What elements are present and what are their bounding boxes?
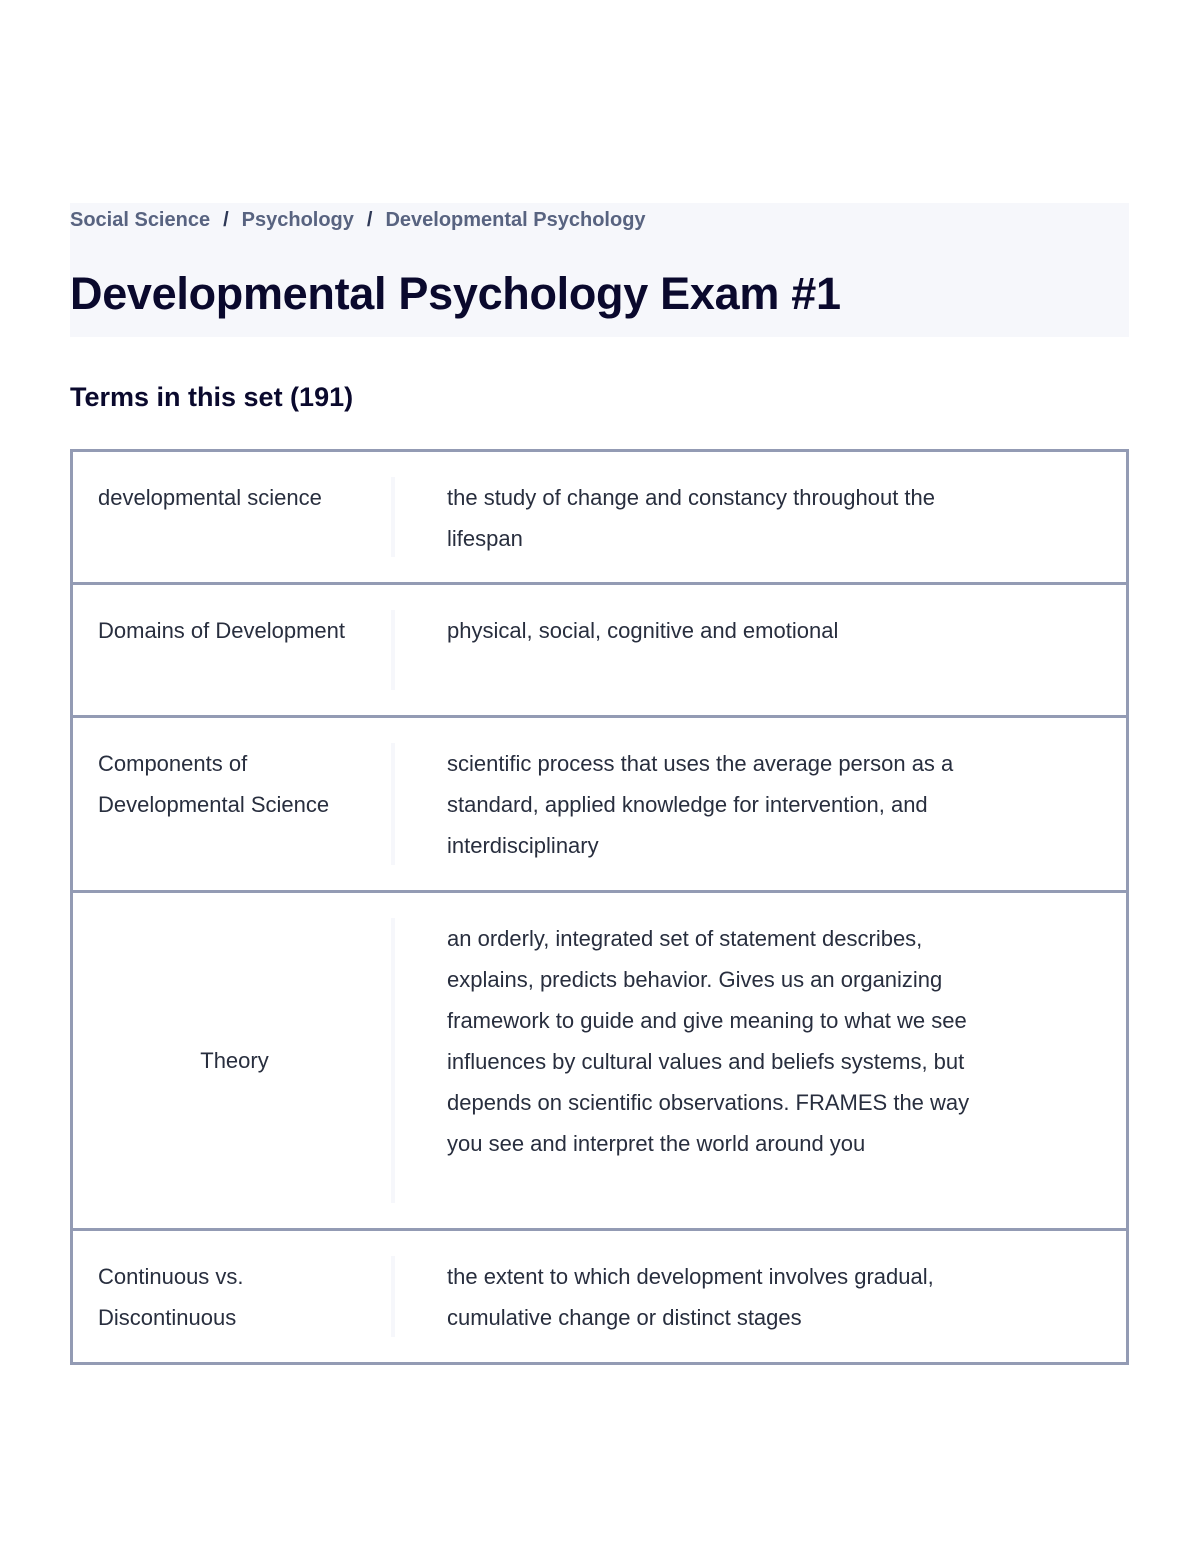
breadcrumb-link-developmental-psychology[interactable]: Developmental Psychology (385, 208, 646, 231)
term-word: Theory (73, 893, 395, 1228)
breadcrumb-separator: / (223, 208, 229, 231)
term-definition: an orderly, integrated set of statement describes, explains, predicts behavior. Gives us an organizing framework to guide and give meaning to what we see influences by cultural values and beliefs systems, but depends on scientific observations. FRAMES the way you see and interpret the world around you (447, 926, 970, 1156)
breadcrumb-link-social-science[interactable]: Social Science (70, 208, 211, 231)
terms-list (70, 449, 1129, 1365)
term-row (70, 449, 1129, 585)
breadcrumb-separator: / (366, 208, 373, 231)
terms-heading: Terms in this set (191) (70, 382, 354, 412)
term-word: Components of Developmental Science (73, 718, 395, 890)
term-word: Continuous vs. Discontinuous (73, 1231, 395, 1362)
term-row (70, 1228, 1129, 1365)
term-row (70, 582, 1129, 718)
term-row (70, 715, 1129, 893)
term-definition: physical, social, cognitive and emotional (447, 618, 839, 643)
breadcrumb (70, 206, 646, 234)
term-word: Domains of Development (73, 585, 395, 715)
breadcrumb-link-psychology[interactable]: Psychology (241, 208, 354, 231)
term-definition: the study of change and constancy throughout the lifespan (447, 485, 936, 551)
page-title: Developmental Psychology Exam #1 (70, 268, 841, 319)
term-definition: the extent to which development involves gradual, cumulative change or distinct stages (447, 1264, 934, 1330)
term-word: developmental science (73, 452, 395, 582)
term-definition: scientific process that uses the average person as a standard, applied knowledge for intervention, and interdisciplinary (447, 751, 954, 858)
term-row (70, 890, 1129, 1231)
